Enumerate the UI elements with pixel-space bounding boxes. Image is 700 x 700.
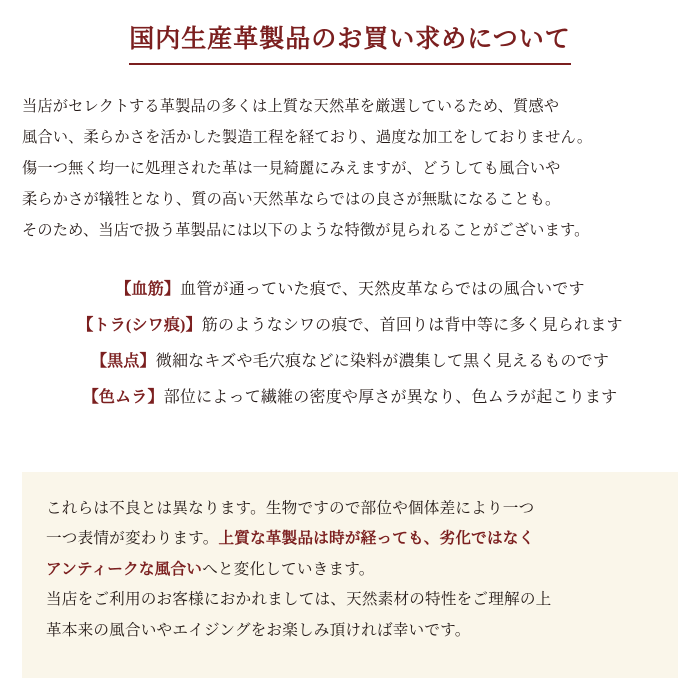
note-line: [46, 616, 656, 646]
feature-term: 【色ムラ】: [82, 389, 164, 407]
feature-description: 微細なキズや毛穴痕などに染料が濃集して黒く見えるものです: [155, 353, 610, 371]
intro-line: 風合い、柔らかさを活かした製造工程を経ており、過度な加工をしておりません。: [22, 128, 593, 146]
note-line: [46, 494, 656, 524]
intro-line: 傷一つ無く均一に処理された革は一見綺麗にみえますが、どうしても風合いや: [22, 159, 561, 177]
feature-item: [0, 344, 700, 380]
feature-description: 血管が通っていた痕で、天然皮革ならではの風合いです: [180, 281, 585, 299]
feature-description: 筋のようなシワの痕で、首回りは背中等に多く見られます: [201, 317, 623, 335]
note-box: [22, 472, 678, 678]
feature-term: 【黒点】: [90, 353, 156, 371]
note-text: 革本来の風合いやエイジングをお楽しみ頂ければ幸いです。: [46, 621, 471, 639]
intro-line: そのため、当店で扱う革製品には以下のような特徴が見られることがございます。: [22, 222, 590, 240]
note-emphasis: 上質な革製品は時が経っても、劣化ではなく: [218, 530, 535, 548]
note-text: これらは不良とは異なります。生物ですので部位や個体差により一つ: [46, 500, 535, 517]
feature-term: 【血筋】: [115, 281, 181, 299]
feature-item: [0, 308, 700, 344]
note-line: [46, 555, 656, 585]
feature-item: [0, 380, 700, 416]
note-text: 一つ表情が変わります。: [46, 530, 219, 548]
page-title-container: [0, 0, 700, 65]
feature-term: 【トラ(シワ痕)】: [77, 317, 202, 335]
intro-line: 当店がセレクトする革製品の多くは上質な天然革を厳選しているため、質感や: [22, 97, 560, 115]
note-text: へと変化していきます。: [202, 560, 375, 578]
feature-item: [0, 272, 700, 308]
feature-list: [0, 272, 700, 416]
note-emphasis: アンティークな風合い: [46, 560, 203, 578]
feature-description: 部位によって繊維の密度や厚さが異なり、色ムラが起こります: [163, 389, 618, 407]
note-line: [46, 524, 656, 554]
note-text: 当店をご利用のお客様におかれましては、天然素材の特性をご理解の上: [46, 591, 552, 609]
page-title: 国内生産革製品のお買い求めについて: [129, 24, 571, 65]
note-line: [46, 585, 656, 615]
intro-paragraph: [22, 91, 678, 247]
intro-line: 柔らかさが犠牲となり、質の高い天然革ならではの良さが無駄になることも。: [22, 190, 561, 208]
